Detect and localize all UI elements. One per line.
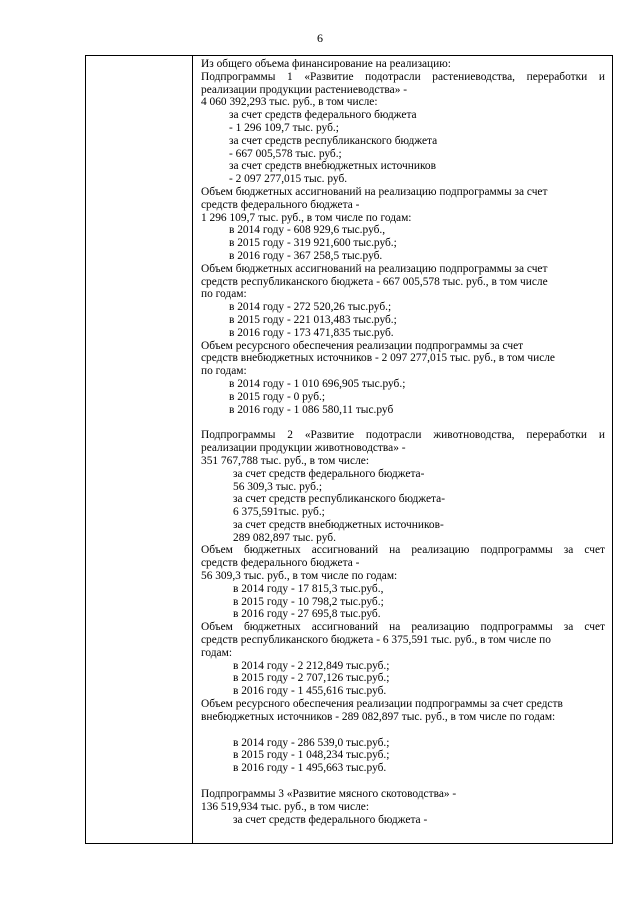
text-line: за счет средств внебюджетных источников: [229, 160, 436, 173]
text-line: в 2014 году - 608 929,6 тыс.руб.,: [229, 224, 386, 237]
text-line: за счет средств федерального бюджета: [229, 109, 417, 122]
table-column-divider: [192, 56, 193, 843]
text-line: за счет средств внебюджетных источников-: [233, 518, 444, 531]
text-line: в 2016 году - 1 086 580,11 тыс.руб: [229, 403, 394, 416]
text-line: реализации продукции растениеводства» -: [201, 83, 408, 96]
text-line: по годам:: [201, 288, 247, 301]
text-line: Из общего объема финансирование на реализацию:: [201, 58, 451, 70]
text-line: Объем бюджетных ассигнований на реализацию подпрограммы за счет: [201, 262, 548, 275]
text-line: - 2 097 277,015 тыс. руб.: [229, 173, 348, 186]
financing-table: [85, 55, 613, 844]
text-line: Подпрограммы 2 «Развитие подотрасли животноводства, переработки и: [201, 429, 605, 442]
table-border-left: [85, 56, 86, 843]
text-line: в 2016 году - 173 471,835 тыс.руб.: [229, 326, 394, 339]
table-border-right: [612, 56, 613, 843]
text-line: 4 060 392,293 тыс. руб., в том числе:: [201, 96, 378, 109]
text-line: - 667 005,578 тыс. руб.;: [229, 147, 342, 160]
text-line: средств федерального бюджета -: [201, 557, 360, 570]
page-number: 6: [317, 31, 323, 45]
text-line: средств республиканского бюджета - 6 375,591 тыс. руб., в том числе по: [201, 634, 551, 647]
text-line: за счет средств республиканского бюджета-: [233, 493, 445, 506]
blank-line: [201, 416, 605, 429]
text-line: в 2014 году - 286 539,0 тыс.руб.;: [233, 736, 390, 749]
text-line: в 2016 году - 1 495,663 тыс.руб.: [233, 762, 387, 775]
text-line: в 2015 году - 2 707,126 тыс.руб.;: [233, 672, 390, 685]
text-line: в 2014 году - 1 010 696,905 тыс.руб.;: [229, 377, 406, 390]
financing-text-cell: [201, 58, 605, 826]
text-line: Объем бюджетных ассигнований на реализацию подпрограммы за счет: [201, 185, 548, 198]
text-line: реализации продукции животноводства» -: [201, 442, 406, 455]
text-line: - 1 296 109,7 тыс. руб.;: [229, 121, 339, 134]
text-line: Подпрограммы 3 «Развитие мясного скотоводства» -: [201, 788, 457, 801]
text-line: в 2016 году - 1 455,616 тыс.руб.: [233, 685, 387, 698]
blank-line: [201, 724, 605, 737]
text-line: Объем бюджетных ассигнований на реализацию подпрограммы за счет: [201, 621, 605, 634]
text-line: в 2014 году - 2 212,849 тыс.руб.;: [233, 659, 390, 672]
text-line: в 2015 году - 10 798,2 тыс.руб.;: [233, 595, 384, 608]
text-line: Объем бюджетных ассигнований на реализацию подпрограммы за счет: [201, 544, 605, 557]
text-line: средств республиканского бюджета - 667 005,578 тыс. руб., в том числе: [201, 275, 548, 288]
text-line: по годам:: [201, 365, 247, 378]
text-line: в 2014 году - 272 520,26 тыс.руб.;: [229, 301, 392, 314]
text-line: 1 296 109,7 тыс. руб., в том числе по годам:: [201, 211, 412, 224]
text-line: 6 375,591тыс. руб.;: [233, 506, 325, 519]
text-line: 56 309,3 тыс. руб.;: [233, 480, 322, 493]
text-line: 351 767,788 тыс. руб., в том числе:: [201, 454, 369, 467]
text-line: за счет средств федерального бюджета-: [233, 467, 425, 480]
text-line: годам:: [201, 646, 232, 659]
text-line: в 2015 году - 319 921,600 тыс.руб.;: [229, 237, 397, 250]
text-line: средств федерального бюджета -: [201, 198, 360, 211]
text-line: в 2015 году - 221 013,483 тыс.руб.;: [229, 313, 397, 326]
text-line: Объем ресурсного обеспечения реализации подпрограммы за счет: [201, 339, 524, 352]
text-line: в 2016 году - 27 695,8 тыс.руб.: [233, 608, 381, 621]
text-line: за счет средств федерального бюджета -: [233, 813, 428, 826]
text-line: Объем ресурсного обеспечения реализации подпрограммы за счет средств: [201, 698, 563, 711]
text-line: за счет средств республиканского бюджета: [229, 134, 438, 147]
blank-line: [201, 775, 605, 788]
text-line: в 2016 году - 367 258,5 тыс.руб.: [229, 249, 383, 262]
text-line: 56 309,3 тыс. руб., в том числе по годам:: [201, 570, 398, 583]
text-line: 289 082,897 тыс. руб.: [233, 531, 336, 544]
text-line: Подпрограммы 1 «Развитие подотрасли растениеводства, переработки и: [201, 70, 605, 83]
text-line: в 2014 году - 17 815,3 тыс.руб.,: [233, 582, 384, 595]
text-line: в 2015 году - 0 руб.;: [229, 390, 326, 403]
text-line: 136 519,934 тыс. руб., в том числе:: [201, 800, 369, 813]
text-line: внебюджетных источников - 289 082,897 тыс. руб., в том числе по годам:: [201, 710, 556, 723]
text-line: в 2015 году - 1 048,234 тыс.руб.;: [233, 749, 390, 762]
text-line: средств внебюджетных источников - 2 097 277,015 тыс. руб., в том числе: [201, 352, 555, 365]
